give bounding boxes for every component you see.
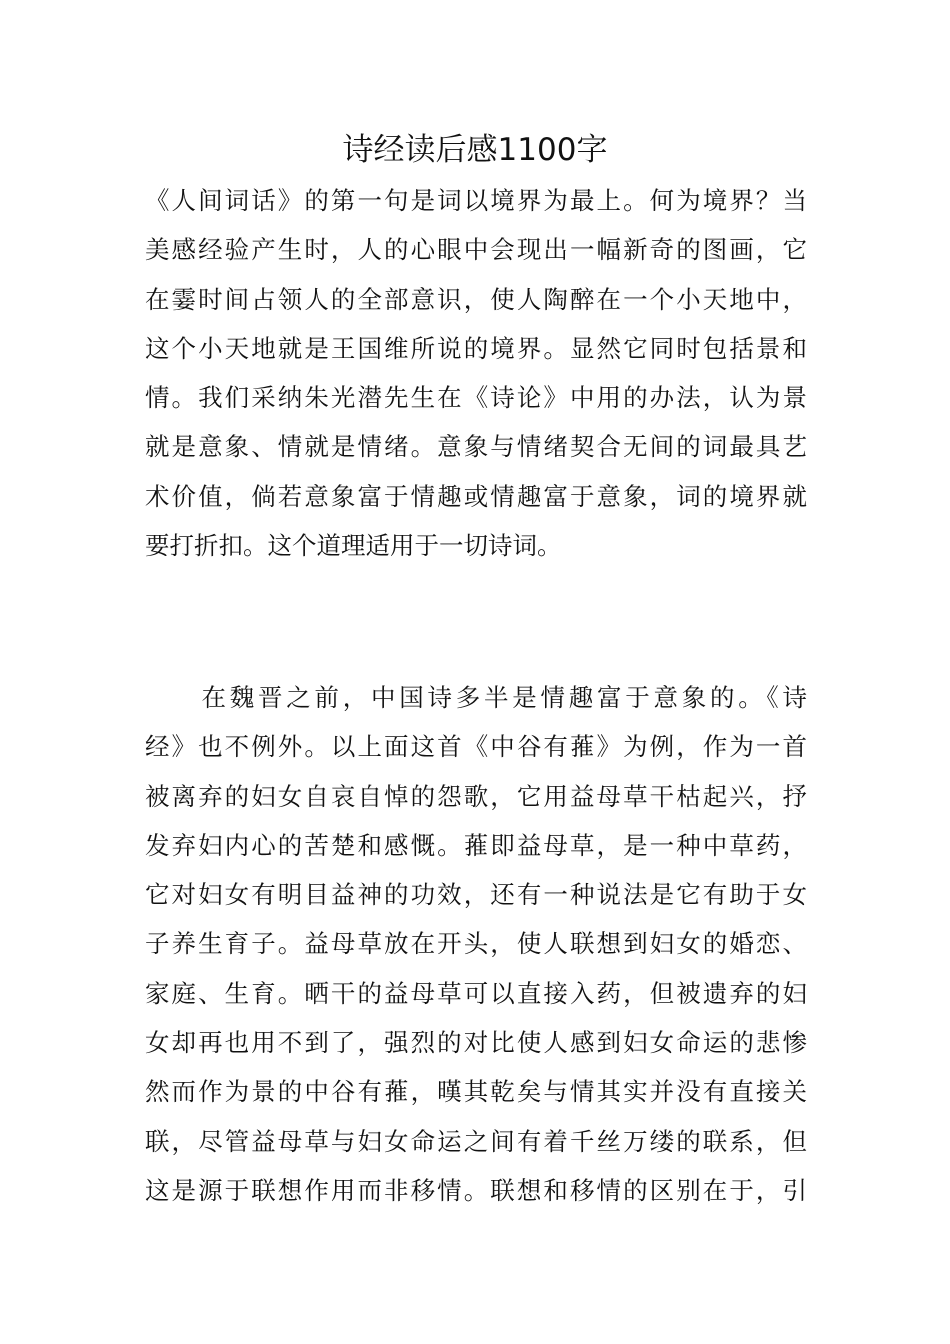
- text-line: 联，尽管益母草与妇女命运之间有着千丝万缕的联系，但: [145, 1126, 807, 1156]
- text-line: 子养生育子。益母草放在开头，使人联想到妇女的婚恋、: [145, 929, 807, 959]
- text-line: 被离弃的妇女自哀自悼的怨歌，它用益母草干枯起兴，抒: [145, 781, 807, 811]
- text-line: 然而作为景的中谷有蓷，暵其乾矣与情其实并没有直接关: [145, 1077, 807, 1107]
- text-line: 术价值，倘若意象富于情趣或情趣富于意象，词的境界就: [145, 481, 807, 511]
- text-line: 《人间词话》的第一句是词以境界为最上。何为境界？当: [145, 186, 807, 215]
- text-line: 它对妇女有明目益神的功效，还有一种说法是它有助于女: [145, 880, 807, 910]
- text-line: 发弃妇内心的苦楚和感慨。蓷即益母草，是一种中草药，: [145, 830, 807, 860]
- text-line: 在魏晋之前，中国诗多半是情趣富于意象的。《诗: [145, 683, 807, 712]
- paragraph-2: [145, 673, 807, 1215]
- paragraph-1: [145, 176, 807, 570]
- text-line: 女却再也用不到了，强烈的对比使人感到妇女命运的悲惨: [145, 1028, 807, 1058]
- text-line: 家庭、生育。晒干的益母草可以直接入药，但被遗弃的妇: [145, 978, 807, 1008]
- text-line: 经》也不例外。以上面这首《中谷有蓷》为例，作为一首: [145, 732, 807, 762]
- document-title: 诗经读后感1100字: [342, 132, 608, 168]
- text-line: 美感经验产生时，人的心眼中会现出一幅新奇的图画，它: [145, 235, 807, 265]
- text-line: 要打折扣。这个道理适用于一切诗词。: [145, 531, 562, 561]
- text-line: 情。我们采纳朱光潜先生在《诗论》中用的办法，认为景: [145, 383, 807, 413]
- text-line: 就是意象、情就是情绪。意象与情绪契合无间的词最具艺: [145, 432, 807, 462]
- text-line: 在霎时间占领人的全部意识，使人陶醉在一个小天地中，: [145, 284, 807, 314]
- text-line: 这个小天地就是王国维所说的境界。显然它同时包括景和: [145, 333, 807, 363]
- text-line: 这是源于联想作用而非移情。联想和移情的区别在于，引: [145, 1175, 807, 1205]
